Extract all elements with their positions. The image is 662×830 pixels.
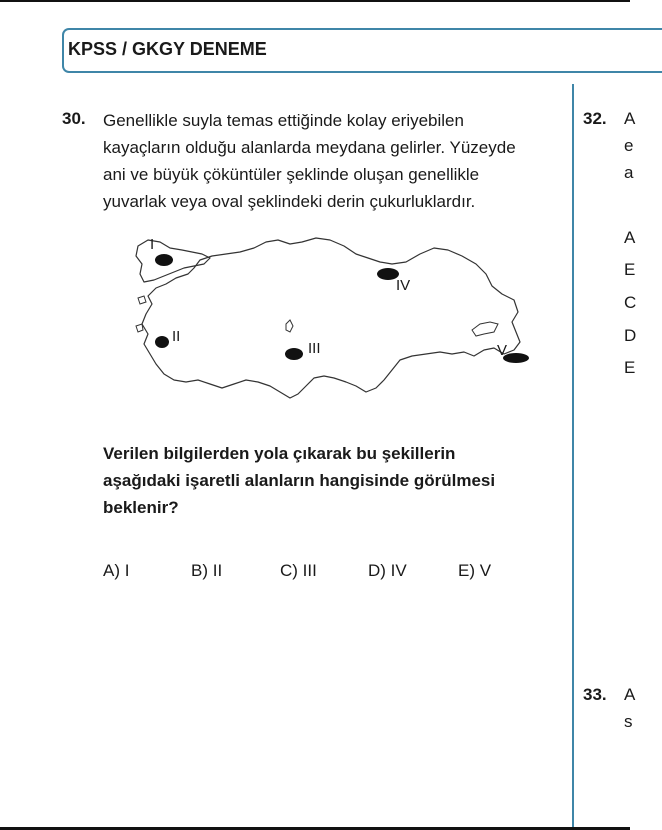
prompt-line-3: beklenir? xyxy=(103,498,179,517)
turkey-map xyxy=(130,228,530,416)
stem-line-1: Genellikle suyla temas ettiğinde kolay eriyebilen xyxy=(103,111,464,130)
island-1 xyxy=(138,296,146,304)
q32-fragment-8: E xyxy=(624,358,636,377)
option-b[interactable]: B) II xyxy=(191,561,223,580)
marker-II xyxy=(155,336,169,348)
anatolia-outline xyxy=(142,238,520,398)
q32-fragment-6: C xyxy=(624,293,637,312)
q33-fragment-2: s xyxy=(624,712,633,731)
q32-fragment-3: a xyxy=(624,163,634,182)
stem-line-4: yuvarlak veya oval şeklindeki derin çukurluklardır. xyxy=(103,192,476,211)
van-lake xyxy=(472,322,498,336)
map-label-V: V xyxy=(497,342,508,359)
map-label-II: II xyxy=(172,328,181,345)
option-c[interactable]: C) III xyxy=(280,561,317,580)
prompt-line-2: aşağıdaki işaretli alanların hangisinde görülmesi xyxy=(103,471,496,490)
question-30-prompt xyxy=(103,440,563,521)
marker-III xyxy=(285,348,303,360)
tuz-lake xyxy=(286,320,293,332)
q33-fragment-1: A xyxy=(624,685,636,704)
q32-fragment-7: D xyxy=(624,326,637,345)
option-a[interactable]: A) I xyxy=(103,561,130,580)
question-30-number: 30. xyxy=(62,109,86,128)
question-30-stem xyxy=(103,107,563,215)
exam-title: KPSS / GKGY DENEME xyxy=(68,39,267,59)
map-label-IV: IV xyxy=(396,277,411,294)
question-33-number: 33. xyxy=(583,685,607,704)
question-32-number: 32. xyxy=(583,109,607,128)
q32-fragment-5: E xyxy=(624,260,636,279)
answer-options xyxy=(103,561,543,587)
prompt-line-1: Verilen bilgilerden yola çıkarak bu şekillerin xyxy=(103,444,456,463)
q32-fragment-2: e xyxy=(624,136,634,155)
island-2 xyxy=(136,324,143,332)
stem-line-3: ani ve büyük çöküntüler şeklinde oluşan genellikle xyxy=(103,165,480,184)
q32-fragment-1: A xyxy=(624,109,636,128)
q32-fragment-4: A xyxy=(624,228,636,247)
turkey-outline-svg xyxy=(130,228,530,416)
map-label-I: I xyxy=(150,236,155,253)
top-rule xyxy=(0,0,630,2)
option-d[interactable]: D) IV xyxy=(368,561,407,580)
column-divider xyxy=(572,84,574,830)
map-label-III: III xyxy=(308,340,321,357)
option-e[interactable]: E) V xyxy=(458,561,492,580)
stem-line-2: kayaçların olduğu alanlarda meydana gelirler. Yüzeyde xyxy=(103,138,516,157)
marker-I xyxy=(155,254,173,266)
